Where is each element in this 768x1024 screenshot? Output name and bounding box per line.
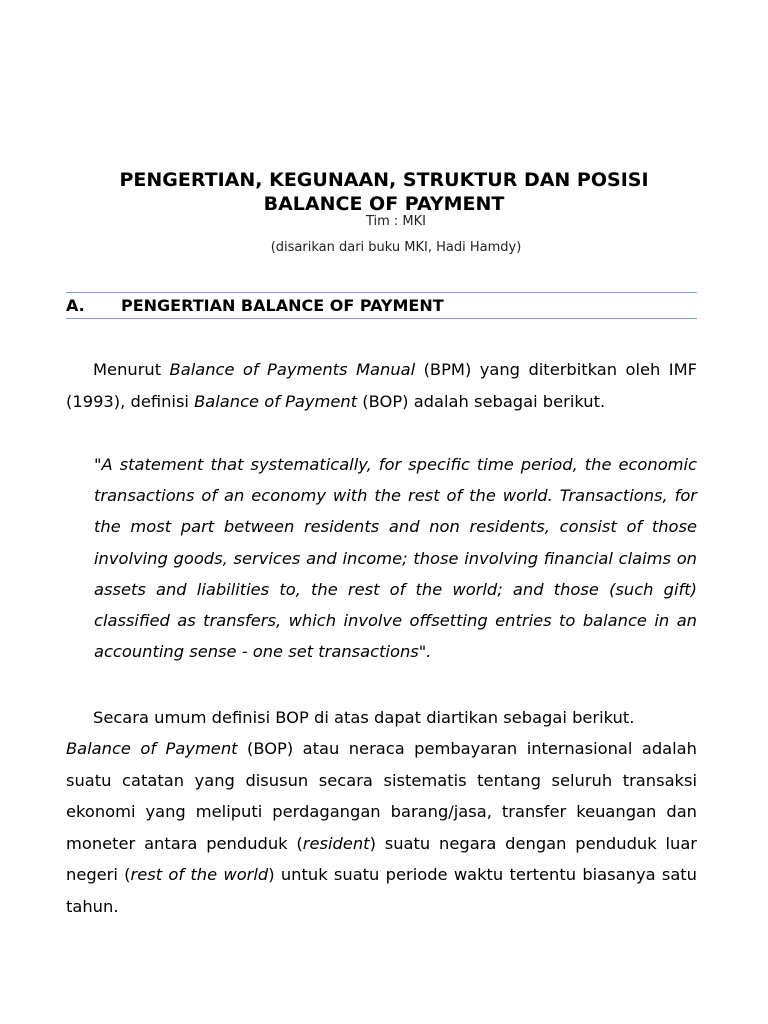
italic-run: Balance of Payment <box>66 739 238 758</box>
source-note: (disarikan dari buku MKI, Hadi Hamdy) <box>270 240 522 255</box>
text-run: (BOP) adalah sebagai berikut. <box>357 391 606 411</box>
imf-quote: "A statement that systematically, for specific time period, the economic transactions of an economy with the rest of the world. Transactions, for the most part between residents and non residents, consist of those involving goods, services and income; those involving financial claims on assets and liabilities to, the rest of the world; and those (such gift) classified as transfers, which involve offsetting entries to balance in an accounting sense - one set transactions". <box>94 455 697 662</box>
section-rule-top <box>66 292 697 293</box>
section-heading: PENGERTIAN BALANCE OF PAYMENT <box>121 296 444 315</box>
team-label: Tim : MKI <box>365 214 427 229</box>
italic-run: Balance of Payments Manual <box>169 360 416 379</box>
paragraph-bop-explanation <box>66 733 697 922</box>
italic-run: resident <box>302 833 370 853</box>
text-run: ) untuk suatu periode waktu tertentu biasanya satu tahun. <box>66 865 697 916</box>
document-title-line1: PENGERTIAN, KEGUNAAN, STRUKTUR DAN POSISI <box>119 169 649 191</box>
text-run: Menurut <box>93 360 170 379</box>
italic-run: rest of the world <box>130 865 269 884</box>
section-letter: A. <box>66 296 85 315</box>
italic-run: Balance of Payment <box>194 391 358 411</box>
paragraph-general-definition: Secara umum definisi BOP di atas dapat diartikan sebagai berikut. <box>93 708 635 727</box>
text-run: ) suatu negara dengan penduduk luar negeri ( <box>66 833 697 884</box>
section-rule-bottom <box>66 318 697 319</box>
paragraph-bpm-definition <box>66 354 697 417</box>
document-title-line2: BALANCE OF PAYMENT <box>263 193 505 215</box>
text-run: (BPM) yang diterbitkan oleh IMF (1993), definisi <box>66 360 697 411</box>
text-run: (BOP) atau neraca pembayaran internasional adalah suatu catatan yang disusun secara sistematis tentang seluruh transaksi ekonomi yang meliputi perdagangan barang/jasa, transfer keuangan dan moneter antara penduduk ( <box>66 739 697 853</box>
